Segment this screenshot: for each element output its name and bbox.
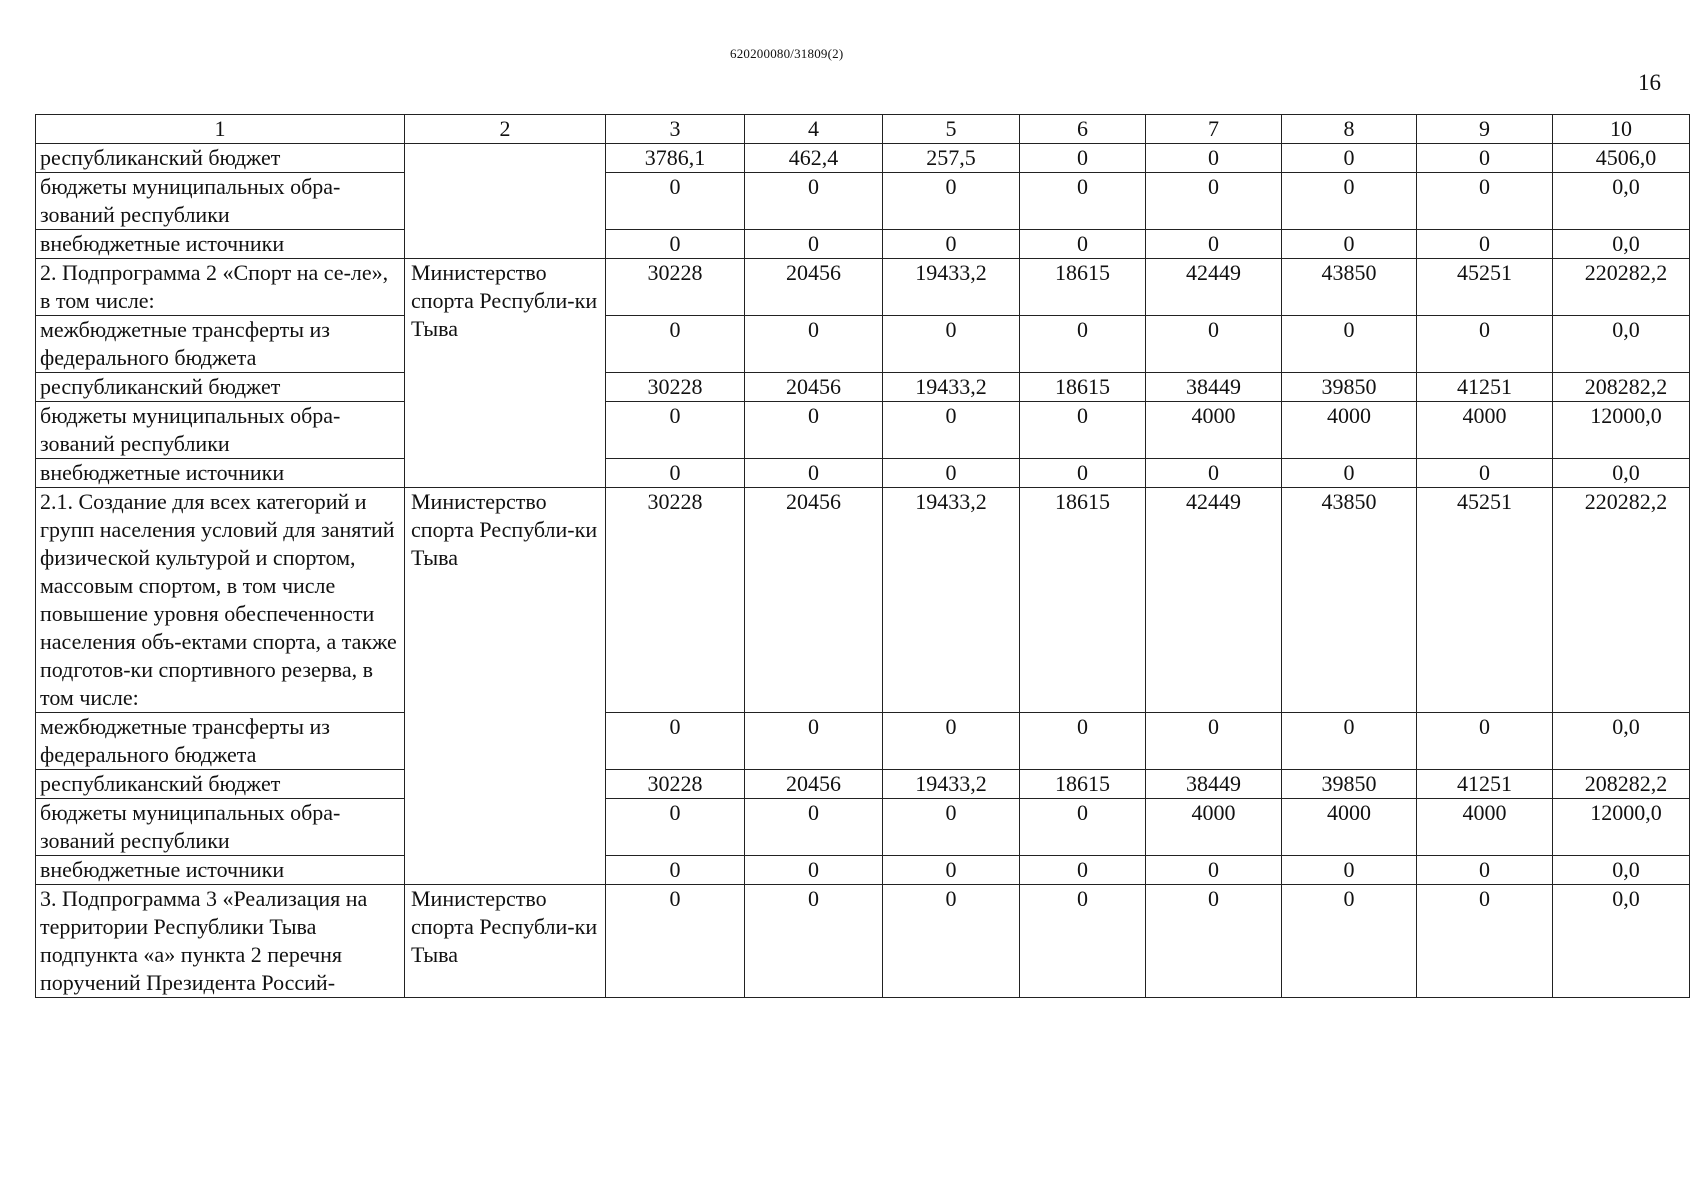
- budget-table: [35, 114, 1690, 998]
- value-cell: 30228: [606, 373, 745, 402]
- value-cell: 0: [883, 316, 1020, 373]
- column-number: 2: [405, 115, 606, 144]
- value-cell: 0,0: [1553, 713, 1690, 770]
- responsible-cell: [405, 144, 606, 259]
- column-number: 10: [1553, 115, 1690, 144]
- value-cell: 0: [1020, 144, 1146, 173]
- value-cell: 12000,0: [1553, 402, 1690, 459]
- value-cell: 0: [1146, 459, 1282, 488]
- value-cell: 45251: [1417, 488, 1553, 713]
- value-cell: 0: [1417, 713, 1553, 770]
- value-cell: 0: [1282, 713, 1417, 770]
- responsible-cell: Министерство спорта Республи-ки Тыва: [405, 259, 606, 488]
- value-cell: 0: [745, 230, 883, 259]
- value-cell: 30228: [606, 770, 745, 799]
- value-cell: 20456: [745, 488, 883, 713]
- value-cell: 0: [883, 173, 1020, 230]
- row-label: бюджеты муниципальных обра-зований республики: [36, 173, 405, 230]
- value-cell: 42449: [1146, 259, 1282, 316]
- value-cell: 0: [1282, 885, 1417, 998]
- value-cell: 42449: [1146, 488, 1282, 713]
- value-cell: 0,0: [1553, 856, 1690, 885]
- value-cell: 43850: [1282, 488, 1417, 713]
- value-cell: 0: [606, 713, 745, 770]
- table-row: [36, 144, 1690, 173]
- value-cell: 0: [745, 459, 883, 488]
- value-cell: 19433,2: [883, 373, 1020, 402]
- value-cell: 38449: [1146, 770, 1282, 799]
- value-cell: 20456: [745, 259, 883, 316]
- value-cell: 19433,2: [883, 259, 1020, 316]
- column-number: 5: [883, 115, 1020, 144]
- value-cell: 0: [1282, 459, 1417, 488]
- responsible-cell: Министерство спорта Республи-ки Тыва: [405, 488, 606, 885]
- row-label: 2.1. Создание для всех категорий и групп населения условий для занятий физической культурой и спортом, массовым спортом, в том числе повышение уровня обеспеченности населения объ-ектами спорта, а также подготов-ки спортивного резерва, в том числе:: [36, 488, 405, 713]
- value-cell: 0: [745, 402, 883, 459]
- value-cell: 3786,1: [606, 144, 745, 173]
- value-cell: 4506,0: [1553, 144, 1690, 173]
- table-row: [36, 713, 1690, 770]
- value-cell: 39850: [1282, 373, 1417, 402]
- value-cell: 0: [1146, 856, 1282, 885]
- row-label: межбюджетные трансферты из федерального бюджета: [36, 713, 405, 770]
- table-row: [36, 459, 1690, 488]
- value-cell: 208282,2: [1553, 770, 1690, 799]
- value-cell: 0: [745, 885, 883, 998]
- value-cell: 0: [1020, 402, 1146, 459]
- value-cell: 0: [606, 799, 745, 856]
- value-cell: 0: [883, 799, 1020, 856]
- row-label: 2. Подпрограмма 2 «Спорт на се-ле», в том числе:: [36, 259, 405, 316]
- value-cell: 0: [745, 799, 883, 856]
- value-cell: 0: [606, 230, 745, 259]
- value-cell: 0,0: [1553, 230, 1690, 259]
- value-cell: 0: [606, 856, 745, 885]
- column-number: 8: [1282, 115, 1417, 144]
- value-cell: 0: [1020, 713, 1146, 770]
- value-cell: 0: [1282, 230, 1417, 259]
- value-cell: 0: [1020, 885, 1146, 998]
- document-id: 620200080/31809(2): [730, 46, 844, 61]
- value-cell: 0: [1020, 459, 1146, 488]
- value-cell: 257,5: [883, 144, 1020, 173]
- value-cell: 0: [1146, 230, 1282, 259]
- value-cell: 20456: [745, 373, 883, 402]
- value-cell: 0: [1282, 144, 1417, 173]
- value-cell: 0: [1020, 230, 1146, 259]
- value-cell: 0: [1146, 316, 1282, 373]
- row-label: республиканский бюджет: [36, 144, 405, 173]
- value-cell: 0: [606, 402, 745, 459]
- row-label: внебюджетные источники: [36, 856, 405, 885]
- value-cell: 18615: [1020, 770, 1146, 799]
- column-number-row: [36, 115, 1690, 144]
- value-cell: 0: [883, 856, 1020, 885]
- table-row: [36, 885, 1690, 998]
- value-cell: 4000: [1282, 799, 1417, 856]
- value-cell: 0: [1146, 713, 1282, 770]
- value-cell: 0: [606, 885, 745, 998]
- value-cell: 0: [1146, 173, 1282, 230]
- value-cell: 0: [1417, 144, 1553, 173]
- value-cell: 41251: [1417, 770, 1553, 799]
- value-cell: 0: [1282, 316, 1417, 373]
- row-label: бюджеты муниципальных обра-зований республики: [36, 799, 405, 856]
- row-label: внебюджетные источники: [36, 459, 405, 488]
- value-cell: 0: [1417, 459, 1553, 488]
- value-cell: 0: [1020, 856, 1146, 885]
- row-label: республиканский бюджет: [36, 770, 405, 799]
- value-cell: 0,0: [1553, 316, 1690, 373]
- value-cell: 45251: [1417, 259, 1553, 316]
- table-row: [36, 316, 1690, 373]
- value-cell: 20456: [745, 770, 883, 799]
- value-cell: 0: [1020, 316, 1146, 373]
- value-cell: 0: [1146, 144, 1282, 173]
- value-cell: 4000: [1146, 799, 1282, 856]
- value-cell: 0: [883, 885, 1020, 998]
- table-row: [36, 799, 1690, 856]
- value-cell: 0: [883, 230, 1020, 259]
- value-cell: 0,0: [1553, 459, 1690, 488]
- table-row: [36, 488, 1690, 713]
- column-number: 9: [1417, 115, 1553, 144]
- value-cell: 4000: [1417, 402, 1553, 459]
- value-cell: 43850: [1282, 259, 1417, 316]
- value-cell: 18615: [1020, 488, 1146, 713]
- value-cell: 0: [1417, 316, 1553, 373]
- value-cell: 0: [883, 402, 1020, 459]
- table-row: [36, 230, 1690, 259]
- value-cell: 38449: [1146, 373, 1282, 402]
- column-number: 4: [745, 115, 883, 144]
- row-label: бюджеты муниципальных обра-зований республики: [36, 402, 405, 459]
- value-cell: 0,0: [1553, 885, 1690, 998]
- value-cell: 0: [606, 316, 745, 373]
- value-cell: 0: [1417, 173, 1553, 230]
- responsible-cell: Министерство спорта Республи-ки Тыва: [405, 885, 606, 998]
- value-cell: 4000: [1282, 402, 1417, 459]
- value-cell: 0: [1417, 856, 1553, 885]
- page-number: 16: [1638, 70, 1661, 95]
- table-row: [36, 373, 1690, 402]
- value-cell: 0,0: [1553, 173, 1690, 230]
- value-cell: 18615: [1020, 373, 1146, 402]
- value-cell: 4000: [1417, 799, 1553, 856]
- value-cell: 0: [883, 459, 1020, 488]
- row-label: межбюджетные трансферты из федерального бюджета: [36, 316, 405, 373]
- value-cell: 18615: [1020, 259, 1146, 316]
- table-row: [36, 173, 1690, 230]
- value-cell: 30228: [606, 259, 745, 316]
- table-row: [36, 856, 1690, 885]
- value-cell: 0: [1020, 799, 1146, 856]
- value-cell: 0: [1417, 230, 1553, 259]
- value-cell: 0: [1146, 885, 1282, 998]
- value-cell: 220282,2: [1553, 488, 1690, 713]
- table-row: [36, 770, 1690, 799]
- value-cell: 0: [1417, 885, 1553, 998]
- table-row: [36, 402, 1690, 459]
- column-number: 7: [1146, 115, 1282, 144]
- value-cell: 0: [745, 316, 883, 373]
- value-cell: 208282,2: [1553, 373, 1690, 402]
- value-cell: 0: [883, 713, 1020, 770]
- value-cell: 4000: [1146, 402, 1282, 459]
- table-row: [36, 259, 1690, 316]
- value-cell: 0: [745, 713, 883, 770]
- value-cell: 0: [1282, 856, 1417, 885]
- value-cell: 0: [745, 173, 883, 230]
- row-label: внебюджетные источники: [36, 230, 405, 259]
- column-number: 1: [36, 115, 405, 144]
- value-cell: 0: [745, 856, 883, 885]
- value-cell: 0: [606, 459, 745, 488]
- value-cell: 462,4: [745, 144, 883, 173]
- value-cell: 39850: [1282, 770, 1417, 799]
- value-cell: 19433,2: [883, 488, 1020, 713]
- value-cell: 19433,2: [883, 770, 1020, 799]
- value-cell: 220282,2: [1553, 259, 1690, 316]
- value-cell: 0: [606, 173, 745, 230]
- row-label: 3. Подпрограмма 3 «Реализация на территории Республики Тыва подпункта «а» пункта 2 перечня поручений Президента Россий-: [36, 885, 405, 998]
- row-label: республиканский бюджет: [36, 373, 405, 402]
- value-cell: 0: [1020, 173, 1146, 230]
- value-cell: 12000,0: [1553, 799, 1690, 856]
- value-cell: 30228: [606, 488, 745, 713]
- column-number: 3: [606, 115, 745, 144]
- value-cell: 41251: [1417, 373, 1553, 402]
- column-number: 6: [1020, 115, 1146, 144]
- value-cell: 0: [1282, 173, 1417, 230]
